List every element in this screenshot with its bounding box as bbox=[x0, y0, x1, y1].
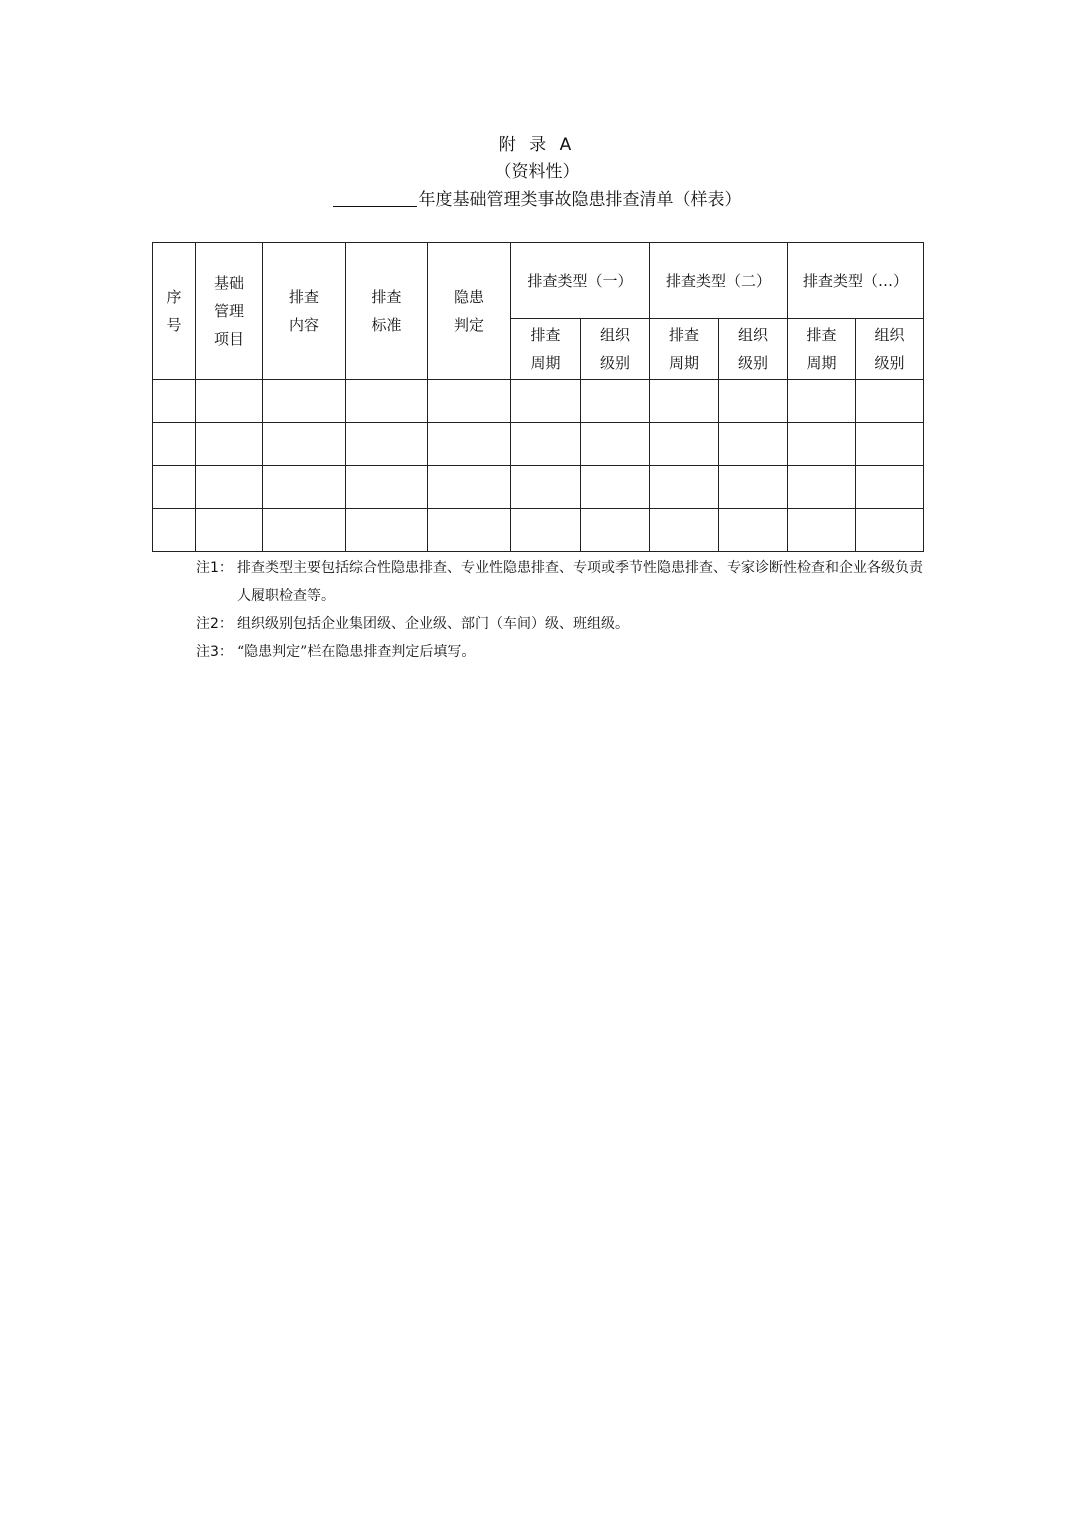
table-cell[interactable] bbox=[856, 380, 924, 423]
table-cell[interactable] bbox=[263, 380, 346, 423]
table-cell[interactable] bbox=[153, 509, 196, 552]
table-cell[interactable] bbox=[581, 466, 650, 509]
appendix-title: 附 录 A bbox=[498, 135, 576, 155]
header-type-2: 排查类型（二） bbox=[650, 243, 788, 319]
notes-section bbox=[196, 554, 926, 666]
table-cell[interactable] bbox=[788, 423, 856, 466]
hazard-checklist-table bbox=[152, 242, 924, 552]
table-cell[interactable] bbox=[263, 509, 346, 552]
table-cell[interactable] bbox=[788, 466, 856, 509]
table-header-row bbox=[153, 243, 924, 319]
table-cell[interactable] bbox=[428, 466, 511, 509]
table-cell[interactable] bbox=[263, 466, 346, 509]
note-text: “隐患判定”栏在隐患排查判定后填写。 bbox=[237, 644, 476, 660]
table-cell[interactable] bbox=[263, 423, 346, 466]
table-row bbox=[153, 380, 924, 423]
document-title bbox=[0, 188, 1074, 212]
table-cell[interactable] bbox=[856, 509, 924, 552]
header-type-3: 排查类型（…） bbox=[788, 243, 924, 319]
table-cell[interactable] bbox=[650, 423, 719, 466]
table-cell[interactable] bbox=[581, 423, 650, 466]
note-label: 注1： bbox=[196, 560, 233, 576]
table-cell[interactable] bbox=[788, 380, 856, 423]
note-label: 注3： bbox=[196, 644, 233, 660]
note-2 bbox=[196, 610, 926, 638]
table-cell[interactable] bbox=[650, 380, 719, 423]
table-cell[interactable] bbox=[428, 423, 511, 466]
table-cell[interactable] bbox=[196, 466, 263, 509]
note-text: 组织级别包括企业集团级、企业级、部门（车间）级、班组级。 bbox=[237, 616, 629, 632]
table-cell[interactable] bbox=[511, 380, 581, 423]
table-cell[interactable] bbox=[196, 380, 263, 423]
table-row bbox=[153, 423, 924, 466]
table-cell[interactable] bbox=[650, 466, 719, 509]
table-cell[interactable] bbox=[346, 509, 428, 552]
table-cell[interactable] bbox=[346, 380, 428, 423]
table-cell[interactable] bbox=[788, 509, 856, 552]
table-cell[interactable] bbox=[428, 509, 511, 552]
table-cell[interactable] bbox=[511, 466, 581, 509]
header-seq: 序号 bbox=[153, 243, 196, 380]
table-row bbox=[153, 466, 924, 509]
table-cell[interactable] bbox=[856, 423, 924, 466]
table-cell[interactable] bbox=[346, 466, 428, 509]
header-item: 基础管理项目 bbox=[196, 243, 263, 380]
subheader-cycle: 排查周期 bbox=[650, 319, 719, 380]
note-text: 排查类型主要包括综合性隐患排查、专业性隐患排查、专项或季节性隐患排查、专家诊断性检查和企业各级负责人履职检查等。 bbox=[237, 560, 923, 604]
header-content: 排查内容 bbox=[263, 243, 346, 380]
table-cell[interactable] bbox=[196, 509, 263, 552]
table-cell[interactable] bbox=[511, 423, 581, 466]
subheader-level: 组织级别 bbox=[719, 319, 788, 380]
table-cell[interactable] bbox=[719, 380, 788, 423]
header-type-1: 排查类型（一） bbox=[511, 243, 650, 319]
header-standard: 排查标准 bbox=[346, 243, 428, 380]
table-cell[interactable] bbox=[153, 380, 196, 423]
note-3 bbox=[196, 638, 926, 666]
subheader-cycle: 排查周期 bbox=[788, 319, 856, 380]
appendix-nature: （资料性） bbox=[494, 162, 580, 182]
table-cell[interactable] bbox=[346, 423, 428, 466]
table-cell[interactable] bbox=[719, 466, 788, 509]
table-row bbox=[153, 509, 924, 552]
table-cell[interactable] bbox=[153, 466, 196, 509]
table-cell[interactable] bbox=[428, 380, 511, 423]
year-blank-line bbox=[333, 188, 417, 207]
header-judgement: 隐患判定 bbox=[428, 243, 511, 380]
subheader-level: 组织级别 bbox=[581, 319, 650, 380]
subheader-cycle: 排查周期 bbox=[511, 319, 581, 380]
note-1 bbox=[196, 554, 926, 610]
table-cell[interactable] bbox=[581, 380, 650, 423]
table-cell[interactable] bbox=[650, 509, 719, 552]
table-cell[interactable] bbox=[153, 423, 196, 466]
subheader-level: 组织级别 bbox=[856, 319, 924, 380]
table-cell[interactable] bbox=[856, 466, 924, 509]
document-title-text: 年度基础管理类事故隐患排查清单（样表） bbox=[418, 190, 742, 210]
table-cell[interactable] bbox=[511, 509, 581, 552]
table-cell[interactable] bbox=[719, 509, 788, 552]
table-cell[interactable] bbox=[719, 423, 788, 466]
table-cell[interactable] bbox=[196, 423, 263, 466]
note-label: 注2： bbox=[196, 616, 233, 632]
table-cell[interactable] bbox=[581, 509, 650, 552]
